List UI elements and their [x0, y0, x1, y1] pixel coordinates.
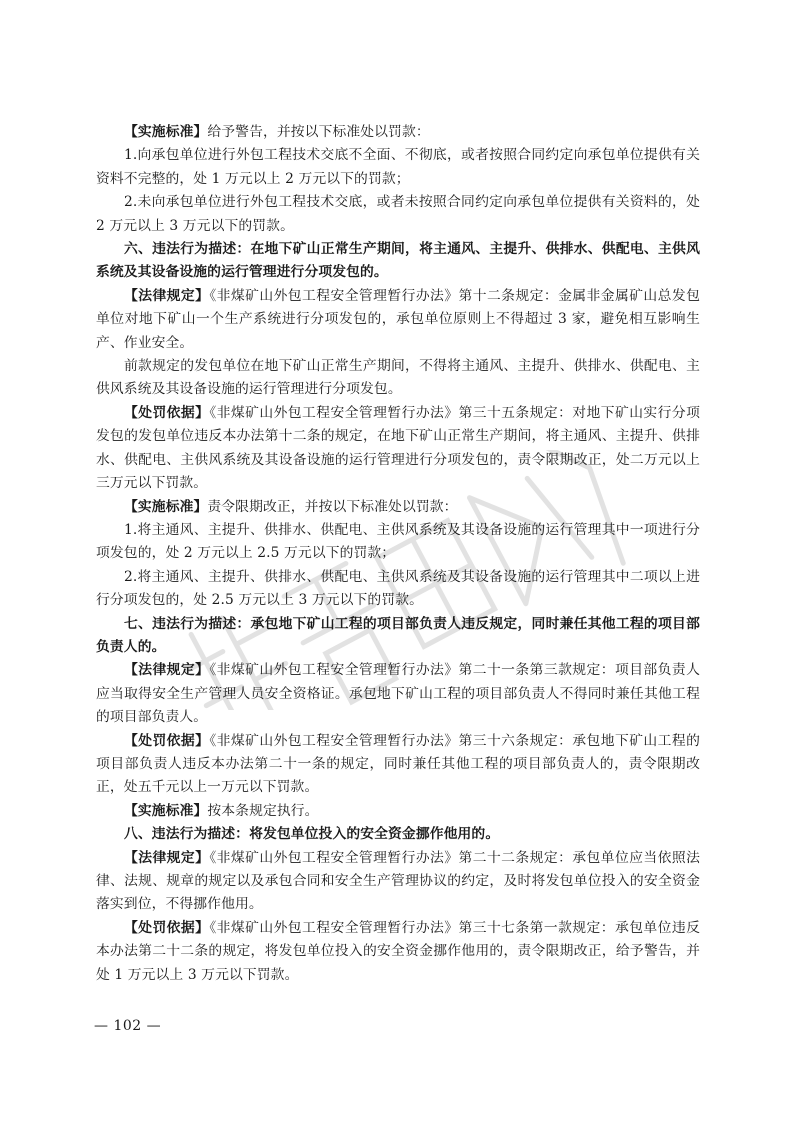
paragraph [96, 355, 700, 402]
paragraph [96, 144, 700, 191]
paragraph-text: 《非煤矿山外包工程安全管理暂行办法》第二十一条第三款规定：项目部负责人应当取得安全生产管理人员安全资格证。承包地下矿山工程的项目部负责人不得同时兼任其他工程的项目部负责人。 [96, 662, 700, 726]
paragraph-text: 1.将主通风、主提升、供排水、供配电、主供风系统及其设备设施的运行管理其中一项进行分项发包的，处 2 万元以上 2.5 万元以下的罚款； [96, 521, 700, 562]
page-number: — 102 — [94, 1018, 162, 1034]
section-tag: 【处罚依据】 [124, 732, 210, 749]
paragraph [96, 659, 700, 729]
section-tag: 【法律规定】 [124, 662, 210, 679]
section-tag: 【实施标准】 [124, 124, 208, 140]
paragraph [96, 191, 700, 238]
section-heading [96, 823, 700, 846]
paragraph-text: 《非煤矿山外包工程安全管理暂行办法》第三十七条第一款规定：承包单位违反本办法第二十二条的规定，将发包单位投入的安全资金挪作他用的，责令限期改正，给予警告，并处 1 万元以上 3 万元以下罚款。 [96, 919, 700, 983]
heading-text: 七、违法行为描述：承包地下矿山工程的项目部负责人违反规定，同时兼任其他工程的项目部负责人的。 [96, 615, 700, 655]
paragraph [96, 800, 700, 823]
paragraph-text: 《非煤矿山外包工程安全管理暂行办法》第十二条规定：金属非金属矿山总发包单位对地下矿山一个生产系统进行分项发包的，承包单位原则上不得超过 3 家，避免相互影响生产、作业安全。 [96, 287, 700, 351]
section-tag: 【处罚依据】 [124, 919, 210, 936]
section-tag: 【实施标准】 [124, 498, 208, 515]
section-tag: 【处罚依据】 [124, 404, 210, 421]
section-heading [96, 613, 700, 660]
heading-text: 六、违法行为描述：在地下矿山正常生产期间，将主通风、主提升、供排水、供配电、主供风系统及其设备设施的运行管理进行分项发包的。 [96, 241, 700, 281]
paragraph [96, 847, 700, 917]
paragraph [96, 121, 700, 144]
paragraph [96, 402, 700, 496]
section-tag: 【实施标准】 [124, 802, 208, 819]
paragraph-text: 给予警告，并按以下标准处以罚款： [207, 124, 430, 140]
section-tag: 【法律规定】 [124, 287, 210, 304]
paragraph [96, 496, 700, 519]
paragraph [96, 285, 700, 355]
section-tag: 【法律规定】 [124, 849, 210, 866]
paragraph [96, 566, 700, 613]
section-heading [96, 238, 700, 285]
paragraph-text: 《非煤矿山外包工程安全管理暂行办法》第二十二条规定：承包单位应当依照法律、法规、规章的规定以及承包合同和安全生产管理协议的约定，及时将发包单位投入的安全资金落实到位，不得挪作他用。 [96, 849, 700, 913]
paragraph-text: 2.未向承包单位进行外包工程技术交底，或者未按照合同约定向承包单位提供有关资料的，处 2 万元以上 3 万元以下的罚款。 [96, 194, 700, 234]
paragraph-text: 《非煤矿山外包工程安全管理暂行办法》第三十五条规定：对地下矿山实行分项发包的发包单位违反本办法第十二条的规定，在地下矿山正常生产期间，将主通风、主提升、供排水、供配电、主供风系统及其设备设施的运行管理进行分项发包的，责令限期改正，处二万元以上三万元以下罚款。 [96, 404, 700, 492]
paragraph-text: 前款规定的发包单位在地下矿山正常生产期间，不得将主通风、主提升、供排水、供配电、主供风系统及其设备设施的运行管理进行分项发包。 [96, 358, 700, 398]
paragraph-text: 按本条规定执行。 [207, 802, 319, 819]
paragraph [96, 519, 700, 566]
paragraph [96, 917, 700, 987]
paragraph [96, 730, 700, 800]
document-body [96, 121, 700, 987]
paragraph-text: 2.将主通风、主提升、供排水、供配电、主供风系统及其设备设施的运行管理其中二项以上进行分项发包的，处 2.5 万元以上 3 万元以下的罚款。 [96, 568, 700, 609]
heading-text: 八、违法行为描述：将发包单位投入的安全资金挪作他用的。 [124, 826, 500, 843]
paragraph-text: 责令限期改正，并按以下标准处以罚款： [207, 498, 458, 515]
paragraph-text: 《非煤矿山外包工程安全管理暂行办法》第三十六条规定：承包地下矿山工程的项目部负责人违反本办法第二十一条的规定，同时兼任其他工程的项目部负责人的，责令限期改正，处五千元以上一万元以下罚款。 [96, 732, 700, 796]
paragraph-text: 1.向承包单位进行外包工程技术交底不全面、不彻底，或者按照合同约定向承包单位提供有关资料不完整的，处 1 万元以上 2 万元以下的罚款； [96, 147, 700, 187]
